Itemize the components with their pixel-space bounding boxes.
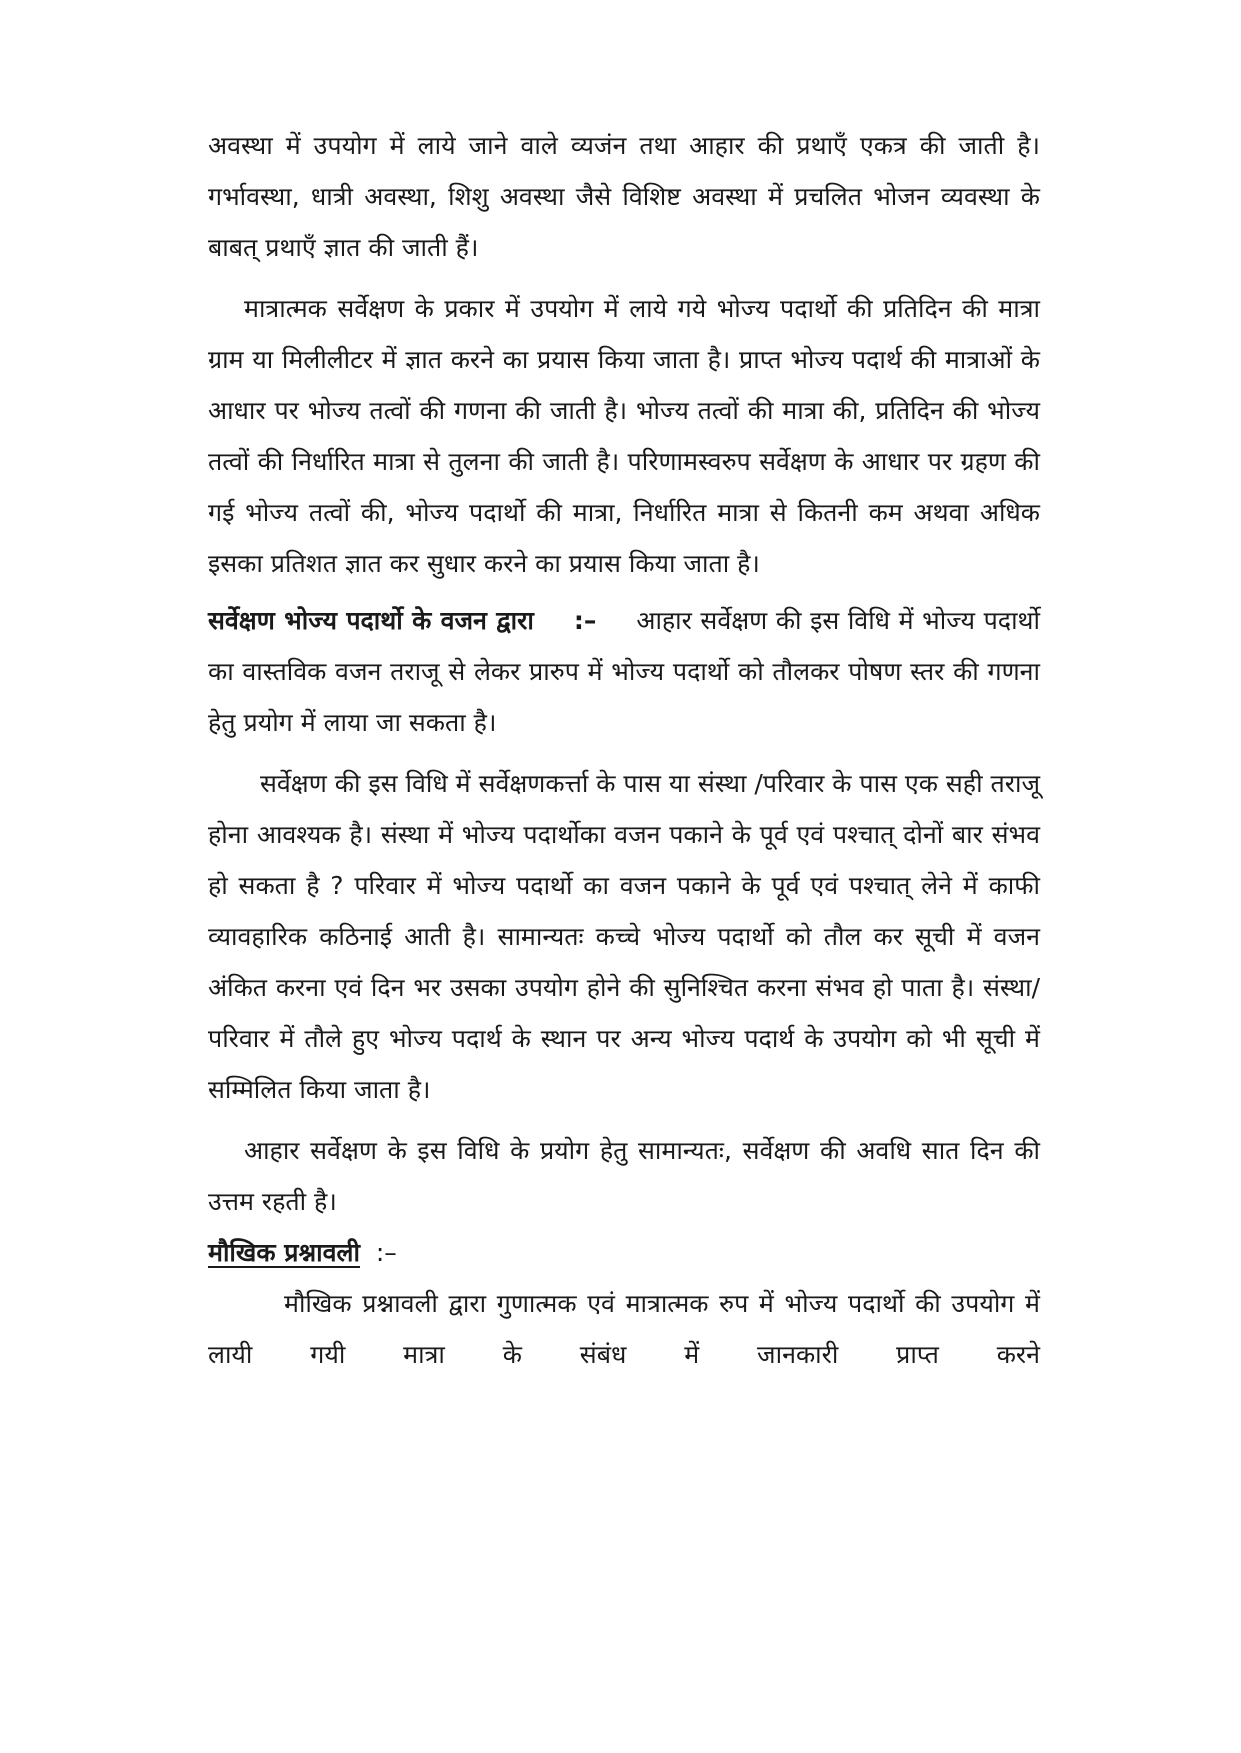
heading-oral-questionnaire: मौखिक प्रश्नावली: [208, 1238, 360, 1267]
heading-weighing-survey: सर्वेक्षण भोज्य पदार्थो के वजन द्वारा: [208, 606, 534, 635]
paragraph-survey-duration: आहार सर्वेक्षण के इस विधि के प्रयोग हेतु सामान्यतः, सर्वेक्षण की अवधि सात दिन की उत्तम रहती है।: [208, 1136, 1040, 1216]
paragraph-weighing-method: [208, 595, 1040, 748]
paragraph-weighing-details: सर्वेक्षण की इस विधि में सर्वेक्षणकर्त्ता के पास या संस्था /परिवार के पास एक सही तराजू होना आवश्यक है। संस्था में भोज्य पदार्थोका वजन पकाने के पूर्व एवं पश्चात् दोनों बार संभव हो सकता है ? परिवार में भोज्य पदार्थो का वजन पकाने के पूर्व एवं पश्चात् लेने में काफी व्यावहारिक कठिनाई आती है। सामान्यतः कच्चे भोज्य पदार्थो को तौल कर सूची में वजन अंकित करना एवं दिन भर उसका उपयोग होने की सुनिश्चित करना संभव हो पाता है। संस्था/ परिवार में तौले हुए भोज्य पदार्थ के स्थान पर अन्य भोज्य पदार्थ के उपयोग को भी सूची में सम्मिलित किया जाता है।: [208, 769, 1040, 1104]
paragraph-weighing-text: आहार सर्वेक्षण की इस विधि में भोज्य पदार्थो का वास्तविक वजन तराजू से लेकर प्रारुप में भोज्य पदार्थो को तौलकर पोषण स्तर की गणना हेतु प्रयोग में लाया जा सकता है।: [208, 606, 1040, 737]
heading-oral-questionnaire-row: [208, 1227, 1040, 1278]
paragraph-quantitative-survey: मात्रात्मक सर्वेक्षण के प्रकार में उपयोग में लाये गये भोज्य पदार्थो की प्रतिदिन की मात्रा ग्राम या मिलीलीटर में ज्ञात करने का प्रयास किया जाता है। प्राप्त भोज्य पदार्थ की मात्राओं के आधार पर भोज्य तत्वों की गणना की जाती है। भोज्य तत्वों की मात्रा की, प्रतिदिन की भोज्य तत्वों की निर्धारित मात्रा से तुलना की जाती है। परिणामस्वरुप सर्वेक्षण के आधार पर ग्रहण की गई भोज्य तत्वों की, भोज्य पदार्थो की मात्रा, निर्धारित मात्रा से कितनी कम अथवा अधिक इसका प्रतिशत ज्ञात कर सुधार करने का प्रयास किया जाता है।: [208, 294, 1040, 578]
paragraph-qualitative-practices: अवस्था में उपयोग में लाये जाने वाले व्यजंन तथा आहार की प्रथाएँ एकत्र की जाती है। गर्भावस्था, धात्री अवस्था, शिशु अवस्था जैसे विशिष्ट अवस्था में प्रचलित भोजन व्यवस्था के बाबत् प्रथाएँ ज्ञात की जाती हैं।: [208, 131, 1040, 262]
paragraph-oral-questionnaire: मौखिक प्रश्नावली द्वारा गुणात्मक एवं मात्रात्मक रुप में भोज्य पदार्थो की उपयोग में लायी गयी मात्रा के संबंध में जानकारी प्राप्त करने: [208, 1289, 1040, 1369]
heading-oral-separator: :–: [375, 1238, 397, 1267]
heading-weighing-separator: :–: [573, 606, 597, 635]
document-page: [208, 120, 1040, 1380]
